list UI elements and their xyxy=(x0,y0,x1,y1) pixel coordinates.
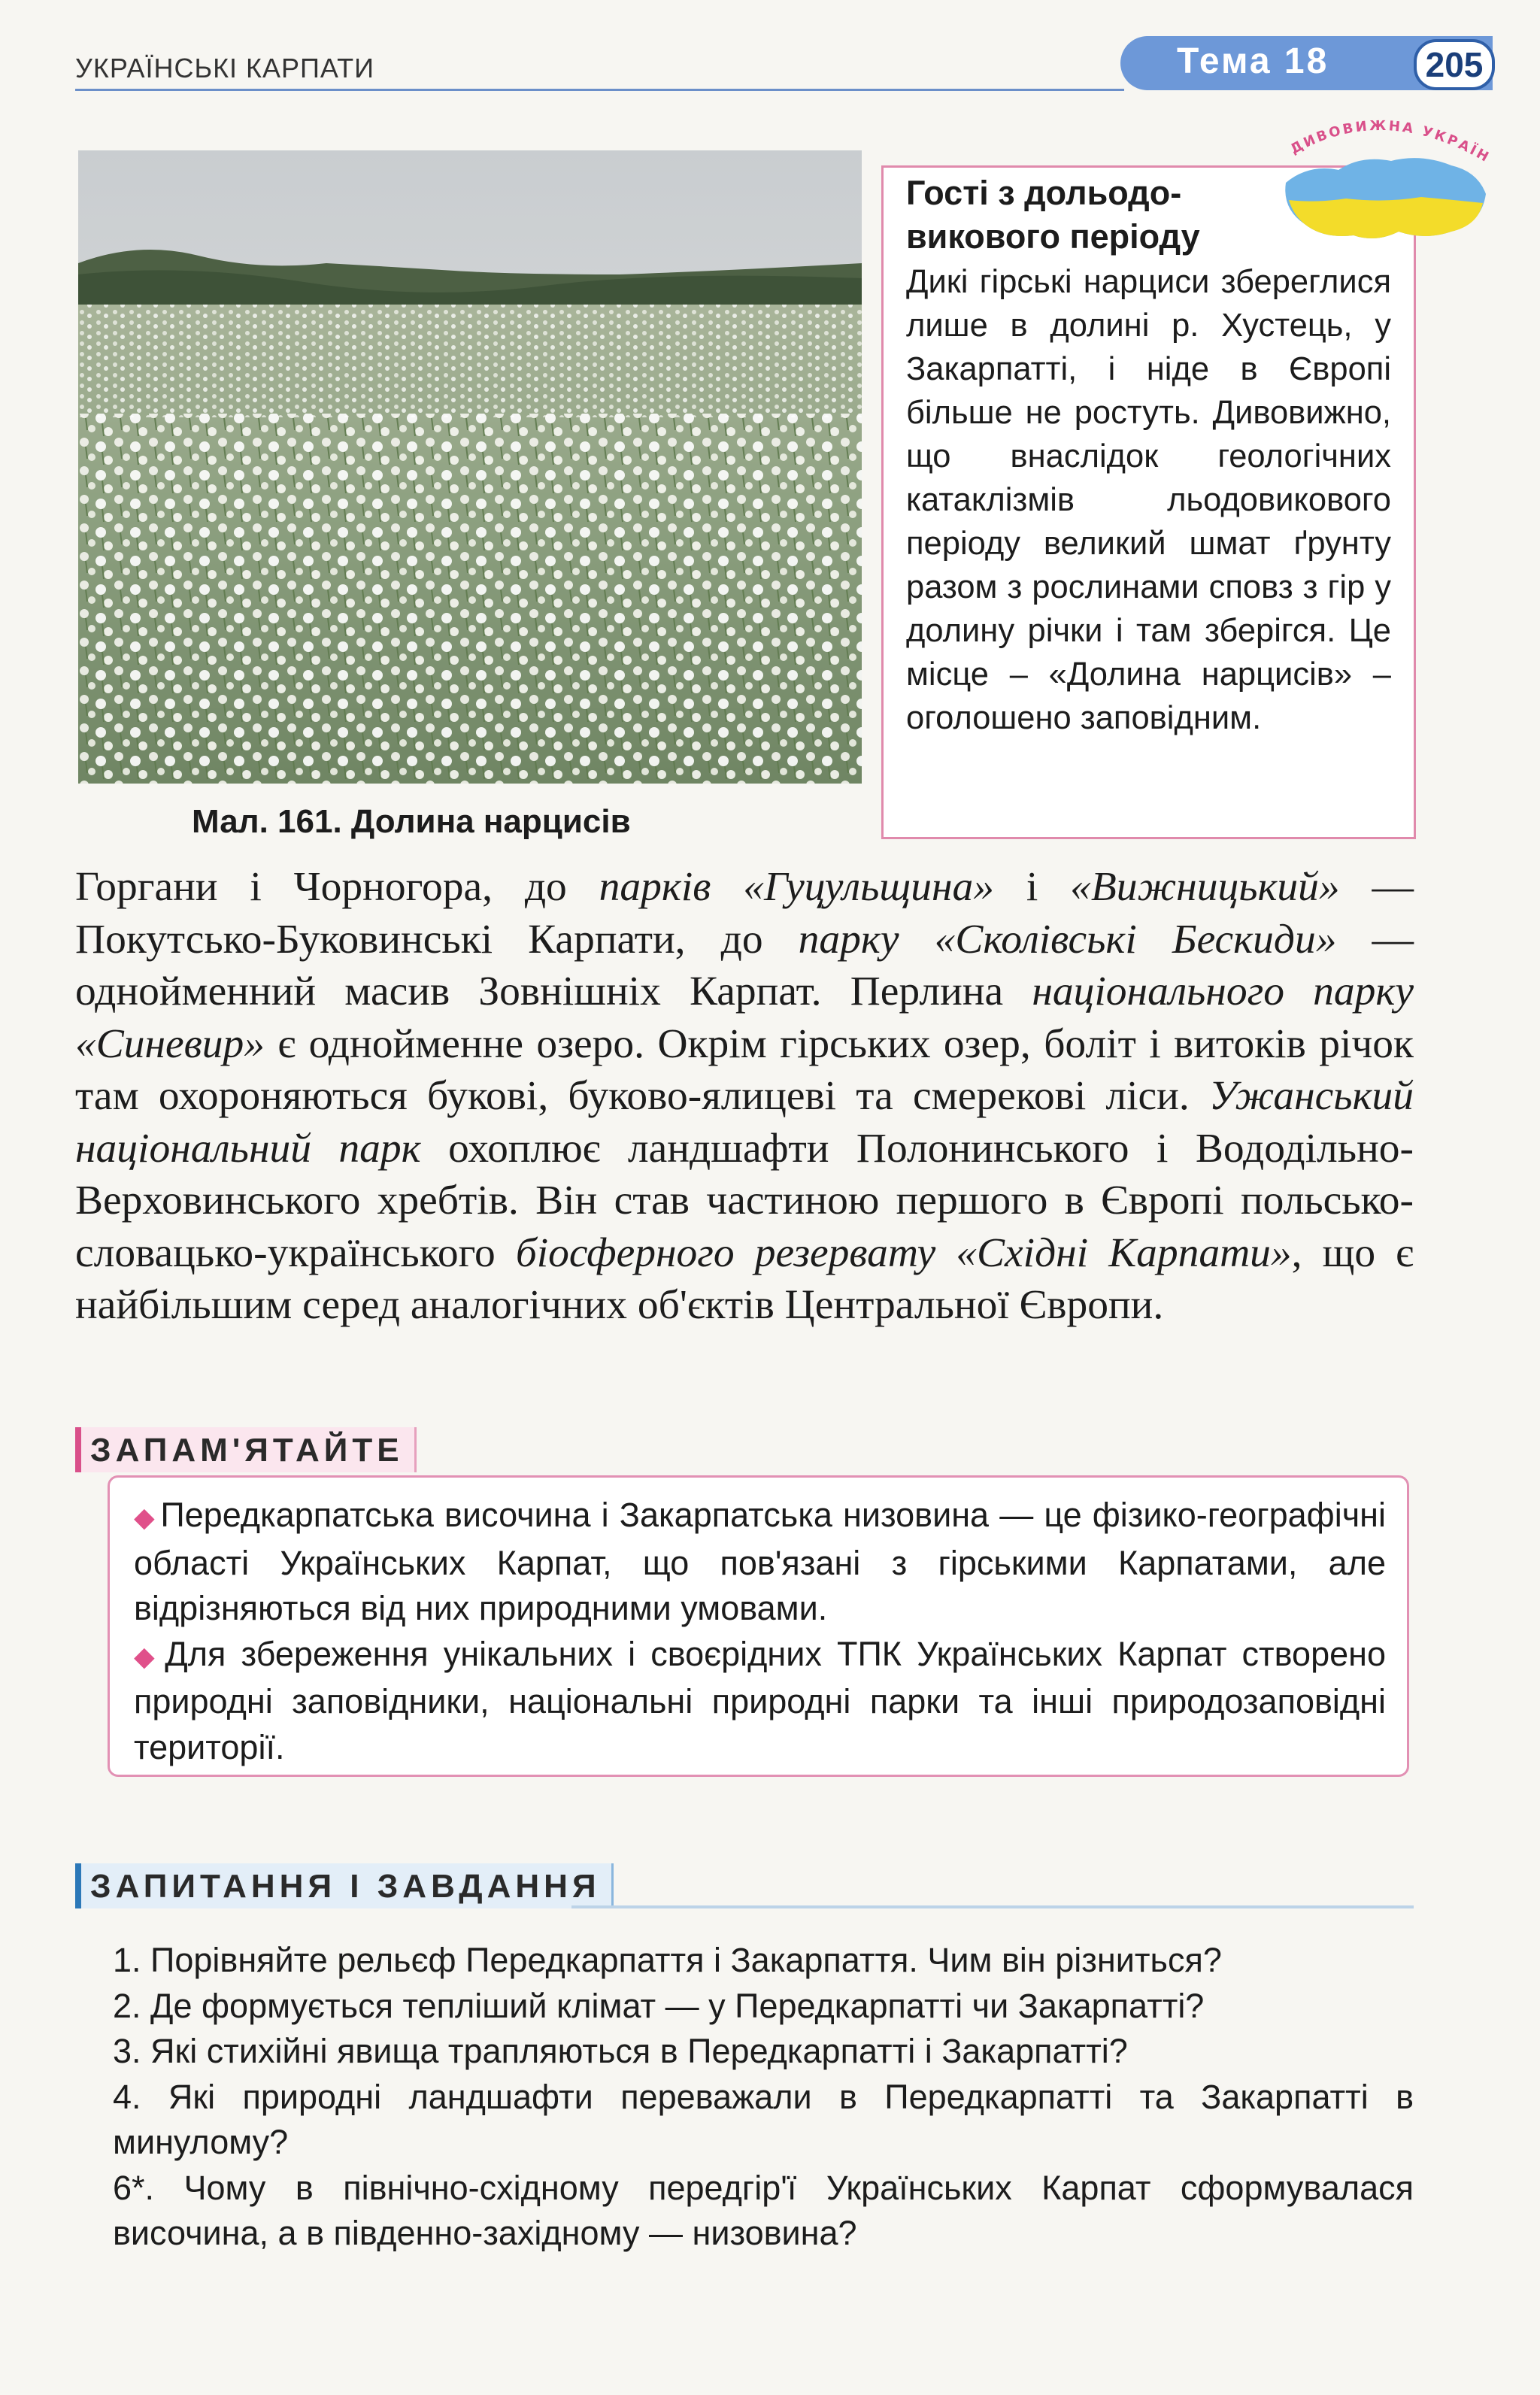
body-paragraph: Горгани і Чорногора, до парків «Гуцульщина» і «Вижницький» — Покутсько-Буковинські Карпати, до парку «Сколівські Бескиди» — однойменний масив Зовнішніх Карпат. Перлина національного парку «Синевир» є однойменне озеро. Окрім гірських озер, боліт і витоків річок там охороняються букові, буково-ялицеві та смерекові ліси. Ужанський національний парк охоплює ландшафти Полонинського і Вододільно-Верховинського хребтів. Він став частиною першого в Європі польсько-словацько-українського біосферного резервату «Східні Карпати», що є найбільшим серед аналогічних об'єктів Центральної Європи. xyxy=(75,864,1414,1328)
sidebar-text: Дикі гірські нарциси збереглися лише в долині р. Хустець, у Закарпатті, і ніде в Європі більше не ростуть. Дивовижно, що внаслідок геологічних катаклізмів льодовикового періоду великий шмат ґрунту разом з рослинами сповз з гір у долину річки і там зберігся. Це місце – «Долина нарцисів» – оголошено заповідним. xyxy=(906,264,1391,736)
park-name: національного парку «Синевир» xyxy=(75,969,1414,1067)
photo-caption: Мал. 161. Долина нарцисів xyxy=(192,803,631,840)
question-item: 4. Які природні ландшафти переважали в Передкарпатті та Закарпатті в минулому? xyxy=(113,2077,1414,2161)
ukraine-map-icon xyxy=(1263,111,1496,254)
question-item: 1. Порівняйте рельєф Передкарпаття і Закарпаття. Чим він різниться? xyxy=(113,1941,1222,1979)
bullet-diamond-icon: ◆ xyxy=(134,1502,156,1532)
daffodil-valley-photo xyxy=(78,150,862,784)
remember-list xyxy=(134,1493,1386,1770)
list-item: ◆ Передкарпатська височина і Закарпатська низовина — це фізико-географічні області Українських Карпат, що пов'язані з гірськими Карпатами, але відрізняються від них природними умовами. xyxy=(134,1496,1386,1627)
list-item: ◆ Для збереження унікальних і своєрідних ТПК Українських Карпат створено природні заповідники, національні природні парки та інші природозаповідні території. xyxy=(134,1634,1387,1766)
svg-text:ДИВОВИЖНА УКРАЇНА xyxy=(1263,111,1493,166)
badge-text: ДИВОВИЖНА УКРАЇН xyxy=(1287,117,1493,166)
topic-label: Тема 18 xyxy=(1177,41,1329,81)
park-name: Ужанський національний парк xyxy=(75,1073,1414,1172)
questions-rule xyxy=(571,1905,1414,1908)
sidebar-title: Гості з дольодо-викового періоду xyxy=(906,174,1200,256)
questions-list xyxy=(113,1938,1414,2257)
question-item: 6*. Чому в північно-східному передгір'ї Українських Карпат сформувалася височина, а в південно-західному — низовина? xyxy=(113,2168,1414,2252)
running-head: УКРАЇНСЬКІ КАРПАТИ xyxy=(75,53,374,83)
park-name: парку «Сколівські Бескиди» xyxy=(798,916,1337,963)
park-name: парків «Гуцульщина» xyxy=(599,864,995,910)
header-rule xyxy=(75,89,1124,91)
remember-heading: ЗАПАМ'ЯТАЙТЕ xyxy=(75,1427,417,1472)
reserve-name: біосферного резервату «Східні Карпати» xyxy=(515,1229,1292,1276)
question-item: 2. Де формується тепліший клімат — у Передкарпатті чи Закарпатті? xyxy=(113,1986,1205,2025)
page-number: 205 xyxy=(1414,39,1495,90)
question-item: 3. Які стихійні явища трапляються в Передкарпатті і Закарпатті? xyxy=(113,2032,1128,2070)
questions-heading: ЗАПИТАННЯ І ЗАВДАННЯ xyxy=(75,1863,614,1908)
park-name: «Вижницький» xyxy=(1070,864,1340,910)
bullet-diamond-icon: ◆ xyxy=(134,1640,161,1672)
